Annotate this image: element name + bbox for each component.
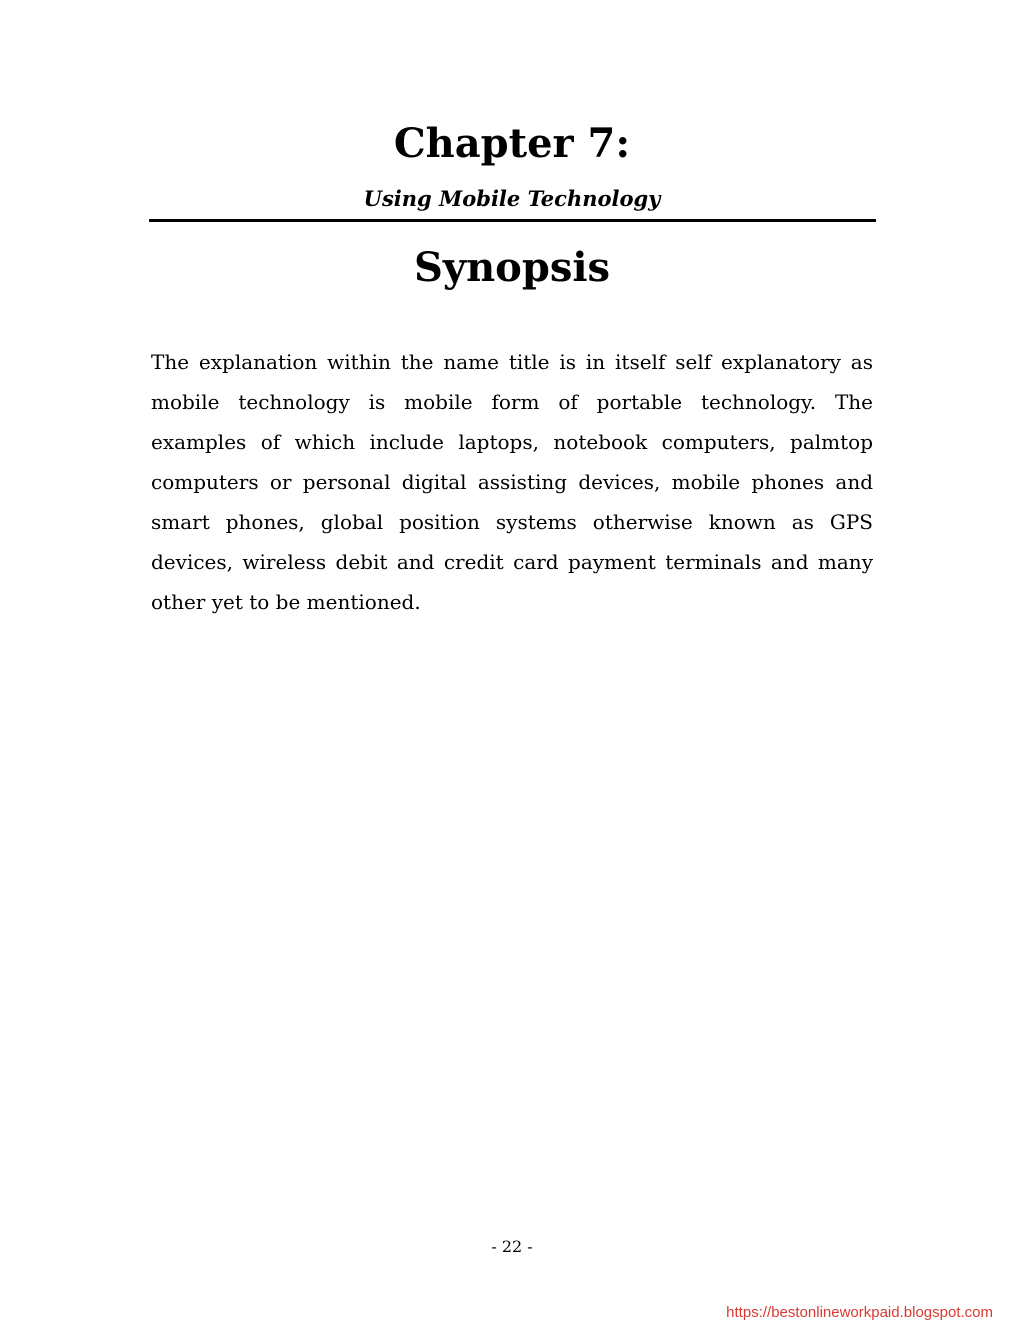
section-heading: Synopsis [413,244,611,291]
page-number: - 22 - [491,1237,533,1256]
chapter-title: Chapter 7: [393,120,631,167]
synopsis-paragraph: The explanation within the name title is in itself self explanatory as mobile technology is mobile form of portable technology. The examples of which include laptops, notebook computers, palmtop computers or personal digital assisting devices, mobile phones and smart phones, global position systems otherwise known as GPS devices, wireless debit and credit card payment terminals and many other yet to be mentioned. [151,350,873,614]
footer-url[interactable]: https://bestonlineworkpaid.blogspot.com [726,1304,993,1321]
chapter-subtitle: Using Mobile Technology [363,186,661,211]
heading-divider [149,219,876,222]
